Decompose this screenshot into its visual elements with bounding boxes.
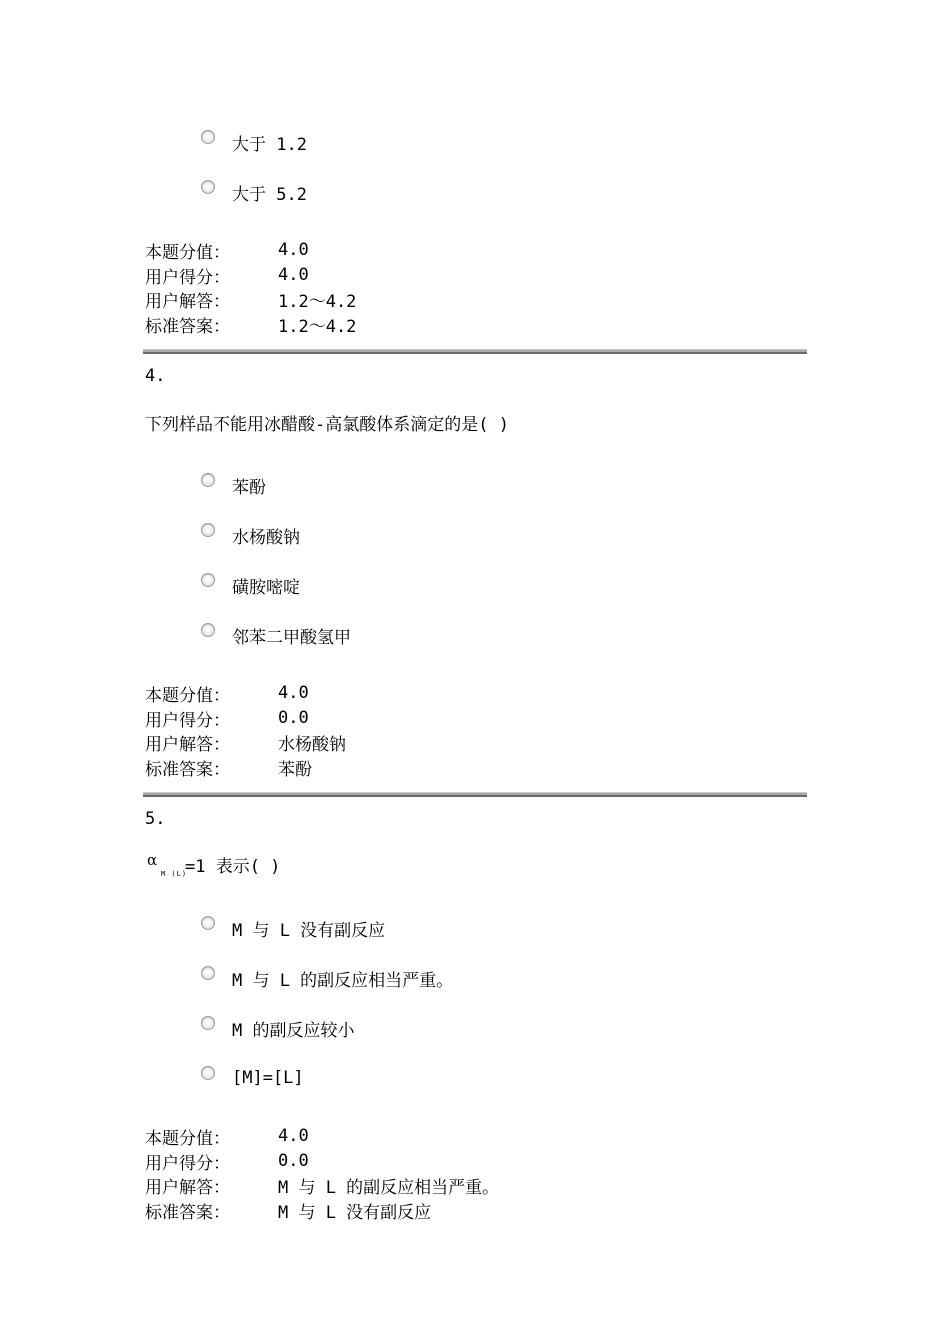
- q3-score-block: [145, 238, 645, 337]
- option-label: 大于 1.2: [232, 134, 307, 155]
- score-label: 本题分值：: [145, 242, 230, 263]
- q4-option-1[interactable]: [201, 473, 266, 497]
- radio-button-icon[interactable]: [201, 1066, 215, 1080]
- score-value: 4.0: [278, 240, 309, 261]
- option-label: M 与 L 的副反应相当严重。: [232, 970, 454, 991]
- q5-option-3[interactable]: [201, 1016, 354, 1040]
- score-row-points: [145, 238, 645, 263]
- q4-option-2[interactable]: [201, 523, 300, 547]
- radio-button-icon[interactable]: [201, 573, 215, 587]
- option-label: 大于 5.2: [232, 184, 307, 205]
- score-label: 标准答案：: [145, 316, 230, 337]
- score-row-standard-answer: [145, 755, 645, 780]
- radio-button-icon[interactable]: [201, 180, 215, 194]
- q5-option-4[interactable]: [201, 1066, 304, 1090]
- score-row-points: [145, 681, 645, 706]
- score-value: 1.2～4.2: [278, 316, 357, 337]
- q3-option-2[interactable]: [201, 180, 307, 204]
- option-label: 苯酚: [232, 477, 266, 498]
- option-label: 磺胺嘧啶: [232, 577, 300, 598]
- q3-option-1[interactable]: [201, 130, 307, 154]
- radio-button-icon[interactable]: [201, 966, 215, 980]
- score-value: 4.0: [278, 265, 309, 286]
- score-row-user-answer: [145, 730, 645, 755]
- score-label: 用户解答：: [145, 735, 230, 756]
- score-value: 水杨酸钠: [278, 735, 346, 756]
- question-divider: [143, 349, 807, 354]
- q5-option-1[interactable]: [201, 916, 385, 940]
- q5-question-text: [147, 851, 281, 880]
- option-label: M 与 L 没有副反应: [232, 920, 386, 941]
- score-label: 标准答案：: [145, 759, 230, 780]
- radio-button-icon[interactable]: [201, 1016, 215, 1030]
- score-row-user-score: [145, 706, 645, 731]
- option-label: 水杨酸钠: [232, 527, 300, 548]
- q5-number: 5.: [145, 809, 166, 829]
- score-label: 标准答案：: [145, 1202, 230, 1223]
- score-row-user-answer: [145, 1173, 645, 1198]
- radio-button-icon[interactable]: [201, 523, 215, 537]
- score-value: M 与 L 没有副反应: [278, 1202, 432, 1223]
- option-label: 邻苯二甲酸氢甲: [232, 627, 351, 648]
- score-value: 1.2～4.2: [278, 292, 357, 313]
- radio-button-icon[interactable]: [201, 916, 215, 930]
- score-row-user-score: [145, 263, 645, 288]
- score-value: 4.0: [278, 1126, 309, 1147]
- score-row-standard-answer: [145, 312, 645, 337]
- option-label: M 的副反应较小: [232, 1020, 355, 1041]
- alpha-symbol: α: [147, 851, 158, 869]
- score-row-user-score: [145, 1149, 645, 1174]
- score-value: M 与 L 的副反应相当严重。: [278, 1178, 500, 1199]
- q5-score-block: [145, 1124, 645, 1223]
- score-row-points: [145, 1124, 645, 1149]
- q4-number: 4.: [145, 366, 166, 386]
- score-label: 用户得分：: [145, 1153, 230, 1174]
- q4-option-3[interactable]: [201, 573, 300, 597]
- radio-button-icon[interactable]: [201, 623, 215, 637]
- score-value: 苯酚: [278, 759, 312, 780]
- score-value: 0.0: [278, 708, 309, 729]
- question-divider: [143, 792, 807, 797]
- score-label: 用户得分：: [145, 710, 230, 731]
- q4-question-text: 下列样品不能用冰醋酸-高氯酸体系滴定的是( ): [145, 414, 509, 435]
- score-label: 用户得分：: [145, 267, 230, 288]
- score-row-user-answer: [145, 287, 645, 312]
- score-label: 用户解答：: [145, 1178, 230, 1199]
- score-value: 0.0: [278, 1151, 309, 1172]
- score-label: 本题分值：: [145, 1128, 230, 1149]
- radio-button-icon[interactable]: [201, 130, 215, 144]
- score-row-standard-answer: [145, 1198, 645, 1223]
- q5-option-2[interactable]: [201, 966, 453, 990]
- radio-button-icon[interactable]: [201, 473, 215, 487]
- question-text-rest: =1 表示( ): [185, 857, 281, 877]
- option-label: [M]=[L]: [232, 1068, 304, 1088]
- q4-option-4[interactable]: [201, 623, 351, 647]
- score-label: 用户解答：: [145, 292, 230, 313]
- alpha-subscript: M (L): [161, 870, 188, 878]
- score-label: 本题分值：: [145, 685, 230, 706]
- score-value: 4.0: [278, 683, 309, 704]
- q4-score-block: [145, 681, 645, 780]
